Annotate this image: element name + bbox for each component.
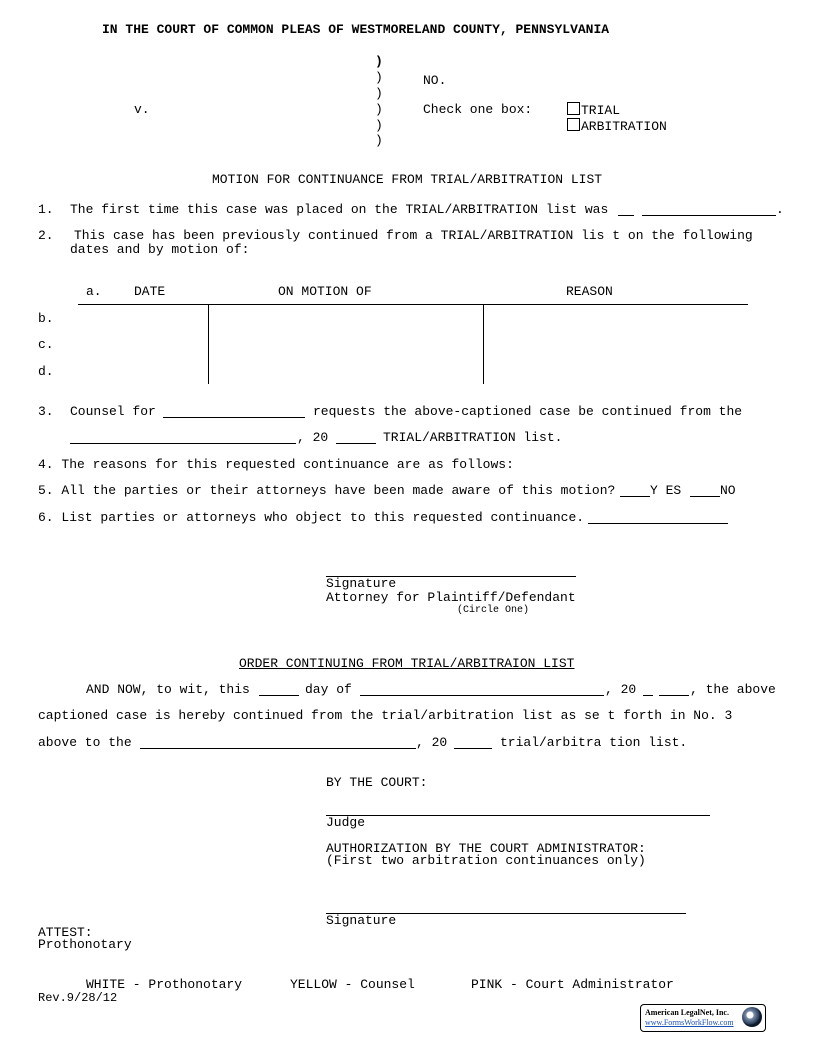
caption-paren: ) — [375, 54, 383, 69]
authorization-heading: AUTHORIZATION BY THE COURT ADMINISTRATOR: — [326, 841, 646, 856]
circle-one-note: (Circle One) — [457, 605, 530, 616]
copy-pink: PINK - Court Administrator — [471, 977, 674, 992]
order-title: ORDER CONTINUING FROM TRIAL/ARBITRAION LIST — [239, 656, 575, 671]
check-one-label: Check one box: — [423, 102, 533, 117]
item3-number: 3. — [38, 404, 54, 419]
order-line3-year-blank[interactable] — [454, 736, 492, 749]
case-number-label: NO. — [423, 73, 447, 88]
caption-paren: ) — [375, 102, 383, 117]
item5-text: 5. All the parties or their attorneys have been made aware of this motion? — [38, 483, 616, 498]
table-header-rule — [78, 304, 748, 305]
table-divider — [483, 304, 484, 384]
counsel-for-blank[interactable] — [163, 405, 305, 418]
authorization-note: (First two arbitration continuances only) — [326, 853, 646, 868]
arbitration-option-label: ARBITRATION — [581, 119, 667, 134]
order-line2: captioned case is hereby continued from the trial/arbitration list as se t forth in No. 3 — [38, 708, 733, 723]
court-title: IN THE COURT OF COMMON PLEAS OF WESTMORELAND COUNTY, PENNSYLVANIA — [102, 22, 610, 37]
order-line3-start: above to the — [38, 735, 132, 750]
item3-year-blank[interactable] — [336, 431, 376, 444]
judge-signature-line[interactable] — [326, 815, 710, 816]
item1-blank-short[interactable] — [618, 203, 634, 216]
order-year-blank-b[interactable] — [659, 683, 689, 696]
item5-no-label: NO — [720, 483, 736, 498]
caption-paren: ) — [375, 118, 383, 133]
versus-label: v. — [134, 102, 150, 117]
trial-option-label: TRIAL — [581, 103, 621, 118]
table-row-label: c. — [38, 337, 54, 352]
order-day-of: day of — [305, 682, 352, 697]
order-line1-start: AND NOW, to wit, this — [86, 682, 250, 697]
logo-company: American LegalNet, Inc. — [645, 1008, 729, 1017]
item6-text: 6. List parties or attorneys who object to this requested continuance. — [38, 510, 585, 525]
order-year-blank-a[interactable] — [643, 683, 653, 696]
order-date-blank[interactable] — [140, 736, 416, 749]
table-row-label: d. — [38, 364, 54, 379]
administrator-signature-label: Signature — [326, 913, 397, 928]
order-day-blank[interactable] — [259, 683, 299, 696]
item2-number: 2. — [38, 228, 54, 243]
item4-text: 4. The reasons for this requested continuance are as follows: — [38, 457, 514, 472]
order-year-label: , 20 — [605, 682, 637, 697]
table-header-motion: ON MOTION OF — [278, 284, 372, 299]
trial-checkbox[interactable] — [567, 102, 580, 115]
continued-from-date-blank[interactable] — [70, 431, 296, 444]
revision-date: Rev.9/28/12 — [38, 991, 118, 1005]
item1-text: The first time this case was placed on the TRIAL/ARBITRATION list was — [70, 202, 609, 217]
item2-text-line1: This case has been previously continued from a TRIAL/ARBITRATION lis t on the following — [74, 228, 753, 243]
item5-yes-label: Y ES — [650, 483, 682, 498]
item1-period: . — [776, 202, 784, 217]
copy-white: WHITE - Prothonotary — [86, 977, 243, 992]
arbitration-checkbox[interactable] — [567, 118, 580, 131]
item3-text: requests the above-captioned case be continued from the — [313, 404, 743, 419]
by-the-court-label: BY THE COURT: — [326, 775, 428, 790]
table-divider — [208, 304, 209, 384]
motion-title: MOTION FOR CONTINUANCE FROM TRIAL/ARBITRATION LIST — [212, 172, 603, 187]
order-line3-year-label: , 20 — [416, 735, 448, 750]
caption-paren: ) — [375, 86, 383, 101]
item5-yes-blank[interactable] — [620, 484, 650, 497]
item3-list-label: TRIAL/ARBITRATION list. — [383, 430, 563, 445]
table-header-date: DATE — [134, 284, 166, 299]
item1-date-blank[interactable] — [642, 203, 776, 216]
item5-no-blank[interactable] — [690, 484, 720, 497]
objecting-parties-blank[interactable] — [588, 511, 728, 524]
table-row-label: b. — [38, 311, 54, 326]
logo-url[interactable]: www.FormsWorkFlow.com — [645, 1018, 734, 1027]
item3-counsel-label: Counsel for — [70, 404, 156, 419]
judge-label: Judge — [326, 815, 366, 830]
attorney-role-label: Attorney for Plaintiff/Defendant — [326, 590, 576, 605]
item1-number: 1. — [38, 202, 54, 217]
order-line3-end: trial/arbitra tion list. — [500, 735, 688, 750]
legalnet-logo[interactable] — [640, 1004, 766, 1032]
trial-option[interactable] — [567, 102, 620, 118]
table-col-a: a. — [86, 284, 102, 299]
attest-label: ATTEST: — [38, 925, 93, 940]
table-header-reason: REASON — [566, 284, 613, 299]
caption-paren: ) — [375, 133, 383, 148]
item3-year-label: , 20 — [297, 430, 329, 445]
globe-icon — [742, 1007, 762, 1027]
arbitration-option[interactable] — [567, 118, 667, 134]
attorney-signature-label: Signature — [326, 576, 397, 591]
order-month-blank[interactable] — [360, 683, 604, 696]
order-line1-end: , the above — [690, 682, 776, 697]
prothonotary-label: Prothonotary — [38, 937, 132, 952]
item2-text-line2: dates and by motion of: — [70, 242, 250, 257]
copy-yellow: YELLOW - Counsel — [290, 977, 415, 992]
caption-paren: ) — [375, 70, 383, 85]
